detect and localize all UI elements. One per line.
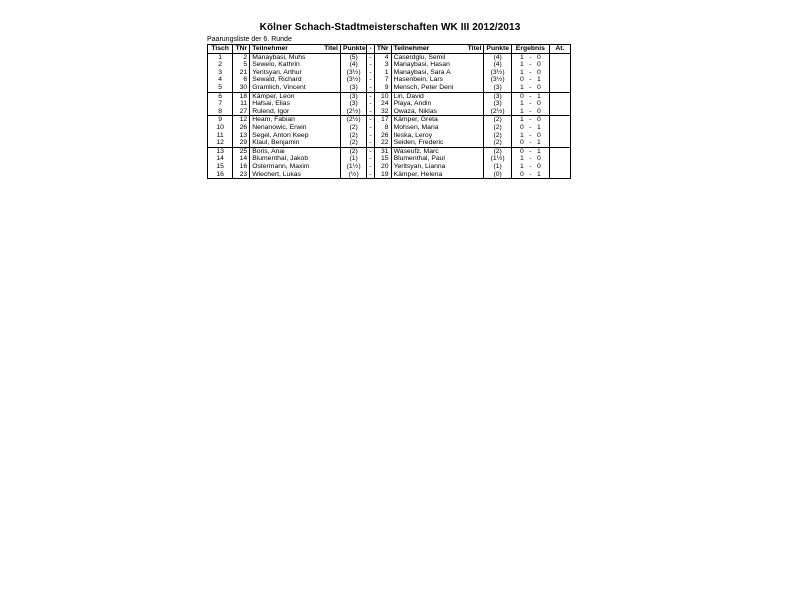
cell-player-black: Kämper, Greta (391, 116, 484, 124)
cell-player-white: Segel, Anton Keep (250, 132, 341, 140)
cell-tnr: 25 (233, 147, 250, 155)
cell-player-black: Manaybasi, Sara A (391, 69, 484, 77)
cell-result (511, 124, 549, 132)
cell-dash: - (367, 92, 374, 100)
result-dash: - (529, 53, 532, 61)
result-dash: - (529, 155, 532, 163)
result-score: 0 (519, 92, 524, 100)
result-dash: - (529, 92, 532, 100)
cell-at (549, 76, 570, 84)
table-row (208, 84, 571, 92)
cell-result (511, 171, 549, 179)
col-header-tisch: Tisch (208, 45, 233, 54)
table-row (208, 163, 571, 171)
result-score: 0 (536, 107, 541, 115)
result-score: 1 (536, 123, 541, 131)
cell-tisch: 8 (208, 108, 233, 116)
table-body (208, 53, 571, 179)
cell-at (549, 69, 570, 77)
result-score: 1 (519, 131, 524, 139)
col-header-punkte2: Punkte (484, 45, 511, 54)
cell-dash: - (367, 163, 374, 171)
cell-tisch: 12 (208, 139, 233, 147)
cell-player-white: Ostermann, Maxim (250, 163, 341, 171)
cell-tisch: 9 (208, 116, 233, 124)
col-header-teilnehmer2-label: Teilnehmer (393, 45, 430, 52)
cell-tnr: 27 (233, 108, 250, 116)
cell-points-white: (1) (340, 155, 366, 163)
cell-result (511, 100, 549, 108)
cell-player-white: Heam, Fabian (250, 116, 341, 124)
cell-tisch: 11 (208, 132, 233, 140)
table-row (208, 61, 571, 69)
result-dash: - (529, 100, 532, 108)
table-row (208, 100, 571, 108)
cell-player-black: Manaybasi, Hasan (391, 61, 484, 69)
cell-tnr-black: 7 (374, 76, 391, 84)
cell-tnr: 11 (233, 100, 250, 108)
result-dash: - (529, 83, 532, 91)
cell-tisch: 13 (208, 147, 233, 155)
result-dash: - (529, 131, 532, 139)
cell-points-black: (3½) (484, 69, 511, 77)
cell-points-black: (2) (484, 116, 511, 124)
result-dash: - (529, 61, 532, 69)
cell-points-white: (2) (340, 132, 366, 140)
cell-dash: - (367, 171, 374, 179)
result-score: 1 (536, 139, 541, 147)
cell-player-black: Seiden, Frederic (391, 139, 484, 147)
result-score: 0 (536, 68, 541, 76)
cell-result (511, 116, 549, 124)
cell-points-white: (1½) (340, 163, 366, 171)
cell-points-white: (3) (340, 92, 366, 100)
cell-at (549, 147, 570, 155)
cell-points-black: (3) (484, 84, 511, 92)
page-title: Kölner Schach-Stadtmeisterschaften WK III 2012/2013 (259, 22, 521, 33)
cell-tisch: 7 (208, 100, 233, 108)
result-score: 0 (519, 139, 524, 147)
cell-tisch: 10 (208, 124, 233, 132)
result-score: 0 (536, 155, 541, 163)
cell-result (511, 163, 549, 171)
result-score: 1 (519, 68, 524, 76)
cell-player-white: Hafsai, Elias (250, 100, 341, 108)
cell-tisch: 1 (208, 53, 233, 61)
cell-points-white: (5) (340, 53, 366, 61)
result-score: 1 (536, 76, 541, 84)
result-score: 0 (519, 123, 524, 131)
cell-result (511, 155, 549, 163)
cell-points-black: (1½) (484, 155, 511, 163)
col-header-teilnehmer2 (391, 45, 484, 54)
result-dash: - (529, 147, 532, 155)
cell-at (549, 100, 570, 108)
result-dash: - (529, 170, 532, 178)
cell-points-black: (3) (484, 92, 511, 100)
cell-tnr-black: 10 (374, 92, 391, 100)
result-dash: - (529, 139, 532, 147)
cell-tnr-black: 19 (374, 171, 391, 179)
table-row (208, 171, 571, 179)
cell-points-white: (4) (340, 61, 366, 69)
cell-player-white: Manaybasi, Muhs (250, 53, 341, 61)
cell-points-black: (0) (484, 171, 511, 179)
cell-tnr: 5 (233, 61, 250, 69)
cell-points-black: (2) (484, 132, 511, 140)
result-dash: - (529, 107, 532, 115)
cell-player-white: Wiechert, Lukas (250, 171, 341, 179)
cell-player-black: Waseufz, Marc (391, 147, 484, 155)
cell-tnr: 13 (233, 132, 250, 140)
cell-points-black: (2) (484, 124, 511, 132)
cell-tisch: 6 (208, 92, 233, 100)
cell-tnr-black: 17 (374, 116, 391, 124)
cell-player-black: Caserdglu, Semil (391, 53, 484, 61)
cell-player-white: Kämper, Leon (250, 92, 341, 100)
cell-points-black: (2½) (484, 108, 511, 116)
cell-player-black: Playa, Andin (391, 100, 484, 108)
cell-player-black: Lin, David (391, 92, 484, 100)
col-header-ergebnis: Ergebnis (511, 45, 549, 54)
col-header-titel2: Titel (467, 45, 482, 52)
cell-points-white: (2½) (340, 116, 366, 124)
cell-player-white: Sewelo, Kathrin (250, 61, 341, 69)
cell-dash: - (367, 76, 374, 84)
col-header-teilnehmer-label: Teilnehmer (252, 45, 288, 52)
col-header-teilnehmer (250, 45, 341, 54)
cell-tnr-black: 32 (374, 108, 391, 116)
cell-tisch: 2 (208, 61, 233, 69)
pairings-table (207, 44, 571, 179)
cell-player-white: Blumenthal, Jakob (250, 155, 341, 163)
cell-tnr: 12 (233, 116, 250, 124)
cell-points-white: (3½) (340, 76, 366, 84)
cell-player-white: Boris, Anai (250, 147, 341, 155)
cell-points-white: (3) (340, 84, 366, 92)
cell-tisch: 4 (208, 76, 233, 84)
result-score: 0 (519, 170, 524, 178)
result-score: 1 (519, 107, 524, 115)
col-header-tnr2: TNr (374, 45, 391, 54)
result-score: 1 (519, 53, 524, 61)
result-dash: - (529, 162, 532, 170)
result-score: 1 (519, 116, 524, 124)
cell-dash: - (367, 124, 374, 132)
cell-result (511, 53, 549, 61)
cell-tnr-black: 24 (374, 100, 391, 108)
round-subtitle: Paarungsliste der 6. Runde (207, 36, 292, 43)
cell-tnr: 2 (233, 53, 250, 61)
cell-points-white: (2) (340, 147, 366, 155)
result-dash: - (529, 116, 532, 124)
cell-tisch: 5 (208, 84, 233, 92)
cell-tnr-black: 8 (374, 124, 391, 132)
cell-dash: - (367, 116, 374, 124)
cell-points-black: (2) (484, 139, 511, 147)
cell-dash: - (367, 132, 374, 140)
result-score: 1 (519, 162, 524, 170)
result-score: 1 (536, 147, 541, 155)
cell-points-white: (3½) (340, 69, 366, 77)
cell-dash: - (367, 84, 374, 92)
result-score: 0 (536, 162, 541, 170)
table-row (208, 76, 571, 84)
cell-result (511, 76, 549, 84)
cell-player-white: Klaul, Benjamin (250, 139, 341, 147)
cell-points-black: (1) (484, 163, 511, 171)
result-score: 0 (536, 83, 541, 91)
table-row (208, 116, 571, 124)
result-score: 1 (519, 61, 524, 69)
cell-at (549, 171, 570, 179)
cell-dash: - (367, 139, 374, 147)
cell-dash: - (367, 53, 374, 61)
result-score: 1 (519, 100, 524, 108)
result-dash: - (529, 68, 532, 76)
cell-tnr: 14 (233, 155, 250, 163)
cell-dash: - (367, 147, 374, 155)
cell-tnr-black: 20 (374, 163, 391, 171)
cell-points-white: (3) (340, 100, 366, 108)
table-row (208, 108, 571, 116)
cell-tnr-black: 9 (374, 84, 391, 92)
cell-tnr: 30 (233, 84, 250, 92)
table-header-row (208, 45, 571, 54)
cell-at (549, 124, 570, 132)
cell-points-white: (½) (340, 171, 366, 179)
cell-at (549, 108, 570, 116)
cell-result (511, 139, 549, 147)
cell-tisch: 15 (208, 163, 233, 171)
cell-at (549, 132, 570, 140)
cell-dash: - (367, 69, 374, 77)
result-score: 1 (519, 155, 524, 163)
cell-player-white: Yeritsyan, Arthur (250, 69, 341, 77)
result-score: 0 (536, 131, 541, 139)
cell-tnr-black: 15 (374, 155, 391, 163)
cell-tnr-black: 1 (374, 69, 391, 77)
result-score: 1 (519, 83, 524, 91)
cell-points-black: (3) (484, 100, 511, 108)
cell-tnr-black: 22 (374, 139, 391, 147)
cell-result (511, 92, 549, 100)
cell-at (549, 84, 570, 92)
cell-at (549, 53, 570, 61)
cell-at (549, 92, 570, 100)
cell-result (511, 108, 549, 116)
cell-player-black: Hasenbein, Lars (391, 76, 484, 84)
cell-result (511, 132, 549, 140)
col-header-titel: Titel (324, 45, 338, 52)
result-dash: - (529, 76, 532, 84)
cell-dash: - (367, 108, 374, 116)
cell-tisch: 14 (208, 155, 233, 163)
result-score: 0 (519, 76, 524, 84)
table-row (208, 139, 571, 147)
cell-tnr-black: 31 (374, 147, 391, 155)
cell-dash: - (367, 155, 374, 163)
cell-player-black: Mensch, Peter Deni (391, 84, 484, 92)
table-row (208, 124, 571, 132)
cell-tnr-black: 26 (374, 132, 391, 140)
cell-at (549, 163, 570, 171)
cell-result (511, 69, 549, 77)
cell-player-black: Owaza, Niklas (391, 108, 484, 116)
cell-tnr: 21 (233, 69, 250, 77)
result-score: 0 (536, 116, 541, 124)
result-score: 0 (519, 147, 524, 155)
cell-player-white: Sewald, Richard (250, 76, 341, 84)
cell-tnr: 23 (233, 171, 250, 179)
cell-player-black: Mohsen, Maria (391, 124, 484, 132)
result-score: 0 (536, 100, 541, 108)
table-row (208, 147, 571, 155)
cell-at (549, 139, 570, 147)
table-row (208, 53, 571, 61)
col-header-at: At. (549, 45, 570, 54)
cell-tisch: 3 (208, 69, 233, 77)
cell-player-black: Kämper, Helena (391, 171, 484, 179)
cell-tnr-black: 4 (374, 53, 391, 61)
table-row (208, 92, 571, 100)
cell-points-black: (2) (484, 147, 511, 155)
result-score: 1 (536, 92, 541, 100)
cell-tnr: 16 (233, 163, 250, 171)
cell-player-black: Blumenthal, Paul (391, 155, 484, 163)
cell-result (511, 147, 549, 155)
cell-points-black: (4) (484, 61, 511, 69)
cell-dash: - (367, 61, 374, 69)
col-header-punkte: Punkte (340, 45, 366, 54)
cell-points-black: (4) (484, 53, 511, 61)
result-dash: - (529, 123, 532, 131)
cell-tnr: 26 (233, 124, 250, 132)
cell-player-black: Yeritsyan, Lianna (391, 163, 484, 171)
cell-result (511, 61, 549, 69)
cell-points-white: (2) (340, 124, 366, 132)
cell-tnr: 29 (233, 139, 250, 147)
table-row (208, 155, 571, 163)
cell-points-white: (2) (340, 139, 366, 147)
cell-player-white: Nenanowic, Erwin (250, 124, 341, 132)
cell-at (549, 155, 570, 163)
result-score: 0 (536, 53, 541, 61)
col-header-dash: - (367, 45, 374, 54)
result-score: 0 (536, 61, 541, 69)
cell-player-white: Gramlich, Vincent (250, 84, 341, 92)
col-header-tnr: TNr (233, 45, 250, 54)
result-score: 1 (536, 170, 541, 178)
cell-result (511, 84, 549, 92)
cell-tnr: 6 (233, 76, 250, 84)
cell-tnr: 18 (233, 92, 250, 100)
cell-points-white: (2½) (340, 108, 366, 116)
cell-at (549, 61, 570, 69)
table-row (208, 132, 571, 140)
cell-tisch: 16 (208, 171, 233, 179)
cell-points-black: (3½) (484, 76, 511, 84)
table-row (208, 69, 571, 77)
cell-player-white: Rulend, Igor (250, 108, 341, 116)
cell-tnr-black: 3 (374, 61, 391, 69)
cell-at (549, 116, 570, 124)
cell-dash: - (367, 100, 374, 108)
cell-player-black: Ileska, Leroy (391, 132, 484, 140)
